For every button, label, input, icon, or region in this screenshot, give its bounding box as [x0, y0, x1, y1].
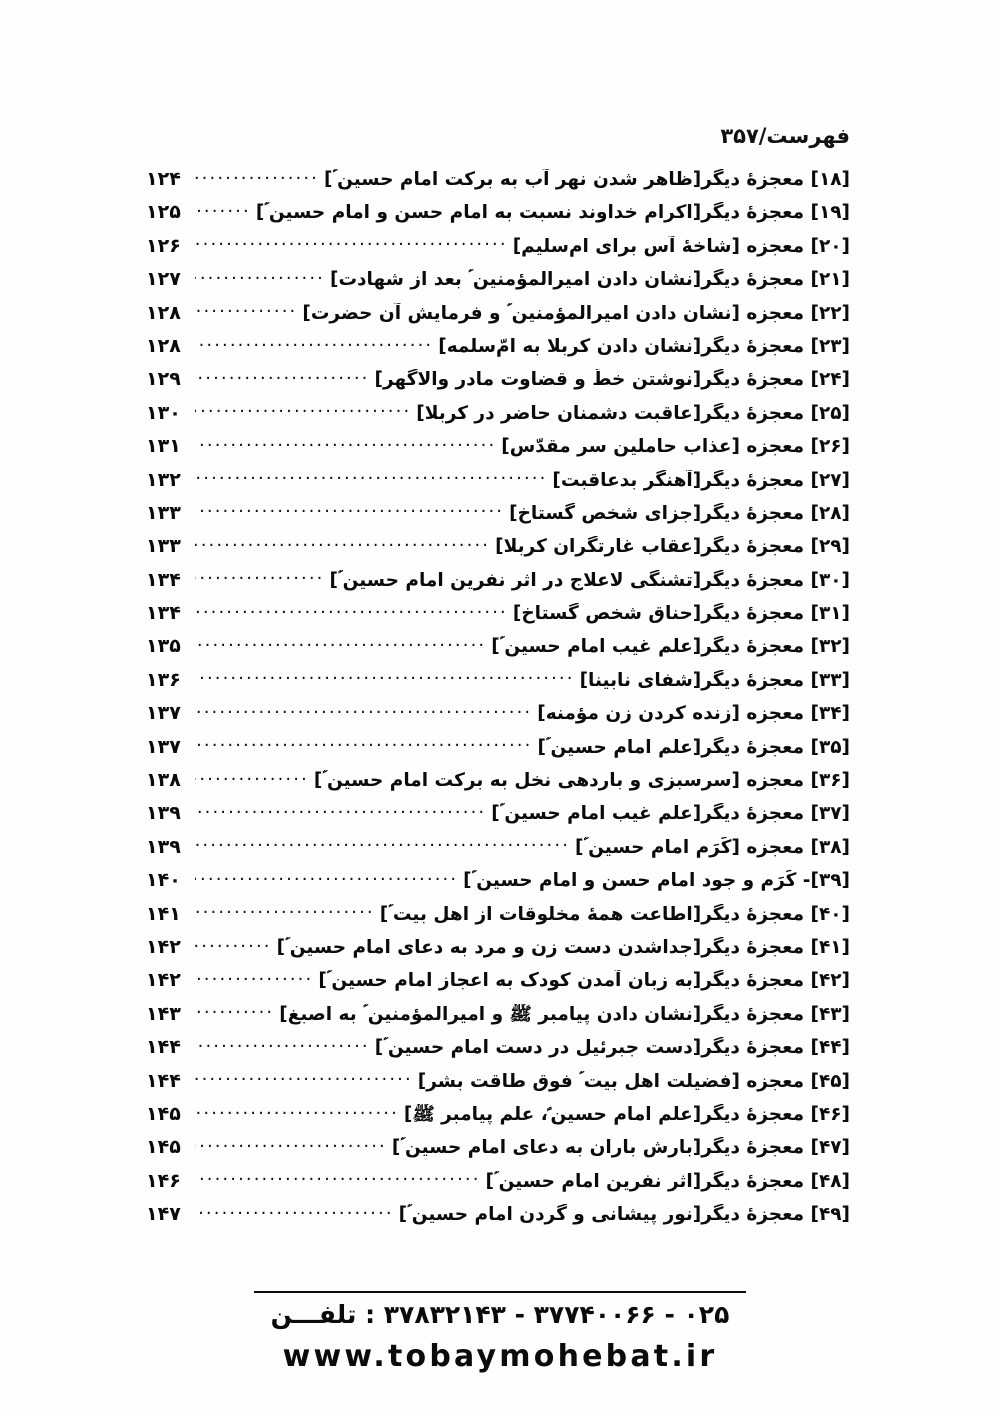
- toc-entry[interactable]: [146, 702, 850, 735]
- toc-dot-leader: [195, 436, 496, 452]
- toc-entry-page-number: ۱۲۴: [146, 168, 181, 190]
- toc-entry-title: [۳۷] معجزۀ دیگر[علم غیب امام حسین ؑ]: [491, 803, 850, 825]
- toc-entry[interactable]: [146, 602, 850, 635]
- toc-entry[interactable]: [146, 569, 850, 602]
- toc-entry-page-number: ۱۳۴: [146, 568, 181, 591]
- toc-entry-page-number: ۱۳۹: [146, 802, 181, 825]
- toc-dot-leader: [195, 937, 272, 953]
- toc-entry[interactable]: [146, 469, 850, 502]
- toc-dot-leader: [195, 636, 486, 652]
- toc-entry-title: [۴۴] معجزۀ دیگر[دست جبرئیل در دست امام حسین ؑ]: [374, 1037, 850, 1059]
- toc-entry-page-number: ۱۳۵: [146, 635, 181, 658]
- toc-entry-title: [۲۵] معجزۀ دیگر[عاقبت دشمنان حاضر در کربلا]: [416, 402, 850, 424]
- table-of-contents: [146, 168, 850, 1237]
- toc-entry-page-number: ۱۲۸: [146, 334, 181, 357]
- toc-entry[interactable]: [146, 502, 850, 535]
- toc-entry-title: [۳۰] معجزۀ دیگر[تشنگی لاعلاج در اثر نفرین امام حسین ؑ]: [329, 569, 850, 591]
- toc-entry-page-number: ۱۴۵: [146, 1102, 181, 1125]
- toc-entry-page-number: ۱۳۷: [146, 735, 181, 758]
- toc-entry[interactable]: [146, 669, 850, 702]
- toc-dot-leader: [195, 1137, 387, 1153]
- toc-entry[interactable]: [146, 802, 850, 835]
- toc-entry[interactable]: [146, 1170, 850, 1203]
- toc-dot-leader: [195, 202, 251, 218]
- toc-entry-title: [۲۲] معجزه [نشان دادن امیرالمؤمنین ؑ و فرمایش آن حضرت]: [302, 302, 850, 324]
- running-header: [150, 124, 850, 148]
- toc-entry[interactable]: [146, 402, 850, 435]
- toc-entry-page-number: ۱۴۲: [146, 935, 181, 958]
- toc-entry-title: [۱۹] معجزۀ دیگر[اکرام خداوند نسبت به امام حسن و امام حسین ؑ]: [255, 202, 850, 224]
- toc-entry-title: [۳۶] معجزه [سرسبزی و باردهی نخل به برکت امام حسین ؑ]: [313, 770, 850, 792]
- toc-entry-page-number: ۱۳۸: [146, 769, 181, 792]
- toc-entry-page-number: ۱۳۴: [146, 602, 181, 625]
- toc-entry-page-number: ۱۴۲: [146, 969, 181, 992]
- toc-entry-page-number: ۱۳۱: [146, 435, 181, 458]
- toc-dot-leader: [195, 670, 575, 686]
- toc-entry-title: [۳۹]- کَرَم و جود امام حسن و امام حسین ؑ]: [463, 870, 850, 892]
- toc-entry[interactable]: [146, 769, 850, 802]
- toc-dot-leader: [195, 870, 458, 886]
- toc-entry-title: [۳۲] معجزۀ دیگر[علم غیب امام حسین ؑ]: [491, 636, 850, 658]
- toc-entry-title: [۴۸] معجزۀ دیگر[اثر نفرین امام حسین ؑ]: [485, 1170, 850, 1192]
- toc-dot-leader: [195, 570, 325, 586]
- toc-entry-title: [۱۸] معجزۀ دیگر[ظاهر شدن نهر آب به برکت امام حسین ؑ]: [324, 169, 850, 190]
- toc-entry-page-number: ۱۳۳: [146, 501, 181, 524]
- toc-entry[interactable]: [146, 635, 850, 668]
- footer-website: www.tobaymohebat.ir: [282, 1339, 718, 1374]
- toc-entry[interactable]: [146, 836, 850, 869]
- toc-entry-page-number: ۱۴۰: [146, 869, 181, 892]
- toc-entry[interactable]: [146, 969, 850, 1002]
- toc-entry-title: [۳۴] معجزه [زنده کردن زن مؤمنه]: [537, 703, 850, 725]
- toc-entry-title: [۴۵] معجزه [فضیلت اهل بیت ؑ فوق طاقت بشر]: [417, 1070, 850, 1092]
- toc-entry-page-number: ۱۳۹: [146, 835, 181, 858]
- toc-dot-leader: [195, 1104, 399, 1120]
- toc-dot-leader: [195, 1004, 274, 1020]
- toc-dot-leader: [195, 303, 297, 319]
- toc-entry-title: [۳۵] معجزۀ دیگر[علم امام حسین ؑ]: [537, 736, 850, 758]
- toc-dot-leader: [195, 737, 532, 753]
- toc-dot-leader: [195, 503, 504, 519]
- toc-entry-title: [۴۷] معجزۀ دیگر[بارش باران به دعای امام حسین ؑ]: [391, 1137, 850, 1159]
- toc-entry-title: [۲۱] معجزۀ دیگر[نشان دادن امیرالمؤمنین ؑ بعد از شهادت]: [330, 269, 850, 291]
- toc-dot-leader: [195, 904, 375, 920]
- toc-entry-title: [۲۳] معجزۀ دیگر[نشان دادن کربلا به امّ‌سلمه]: [438, 335, 850, 357]
- toc-entry-page-number: ۱۴۱: [146, 902, 181, 925]
- toc-entry[interactable]: [146, 235, 850, 268]
- toc-entry-title: [۳۸] معجزه [کَرَم امام حسین ؑ]: [575, 836, 850, 858]
- toc-dot-leader: [195, 169, 319, 185]
- toc-entry-page-number: ۱۲۹: [146, 368, 181, 391]
- toc-entry-page-number: ۱۳۰: [146, 401, 181, 424]
- footer-phone: ۰۲۵ - ۳۷۷۴۰۰۶۶ - ۳۷۸۳۲۱۴۳ : تلفـــن: [270, 1300, 730, 1329]
- toc-entry-page-number: ۱۴۵: [146, 1136, 181, 1159]
- toc-entry[interactable]: [146, 1103, 850, 1136]
- toc-dot-leader: [195, 837, 570, 853]
- toc-entry-title: [۴۰] معجزۀ دیگر[اطاعت همۀ مخلوقات از اهل بیت ؑ]: [379, 903, 850, 925]
- toc-entry-title: [۲۹] معجزۀ دیگر[عقاب غارتگران کربلا]: [495, 536, 850, 558]
- toc-entry-page-number: ۱۳۶: [146, 668, 181, 691]
- toc-entry-title: [۳۳] معجزۀ دیگر[شفای نابینا]: [579, 669, 850, 691]
- toc-entry-page-number: ۱۴۴: [146, 1036, 181, 1059]
- toc-dot-leader: [195, 403, 411, 419]
- toc-entry[interactable]: [146, 903, 850, 936]
- toc-entry-title: [۴۱] معجزۀ دیگر[جداشدن دست زن و مرد به دعای امام حسین ؑ]: [276, 936, 850, 958]
- toc-entry[interactable]: [146, 1036, 850, 1069]
- toc-entry[interactable]: [146, 368, 850, 401]
- toc-entry-page-number: ۱۴۳: [146, 1002, 181, 1025]
- toc-dot-leader: [195, 369, 370, 385]
- toc-entry-title: [۲۶] معجزه [عذاب حاملین سر مقدّس]: [501, 436, 850, 458]
- toc-dot-leader: [195, 770, 309, 786]
- toc-entry-title: [۴۹] معجزۀ دیگر[نور پیشانی و گردن امام حسین ؑ]: [398, 1204, 850, 1226]
- toc-entry[interactable]: [146, 1070, 850, 1103]
- page-folio: فهرست/۳۵۷: [720, 124, 850, 148]
- toc-entry-title: [۲۸] معجزۀ دیگر[جزای شخص گستاخ]: [509, 502, 850, 524]
- toc-entry-page-number: ۱۲۵: [146, 201, 181, 224]
- toc-entry[interactable]: [146, 168, 850, 201]
- toc-entry-title: [۴۳] معجزۀ دیگر[نشان دادن پیامبر ﷺ و امیرالمؤمنین ؑ به اصبغ]: [279, 1003, 850, 1025]
- toc-dot-leader: [195, 1171, 481, 1187]
- toc-dot-leader: [195, 336, 433, 352]
- toc-entry-title: [۳۱] معجزۀ دیگر[حناق شخص گستاخ]: [512, 603, 850, 625]
- toc-entry[interactable]: [146, 335, 850, 368]
- toc-dot-leader: [195, 703, 532, 719]
- toc-entry[interactable]: [146, 869, 850, 902]
- toc-entry-page-number: ۱۴۴: [146, 1069, 181, 1092]
- toc-entry[interactable]: [146, 736, 850, 769]
- toc-dot-leader: [195, 970, 313, 986]
- toc-entry[interactable]: [146, 936, 850, 969]
- toc-entry[interactable]: [146, 1003, 850, 1036]
- toc-entry-page-number: ۱۲۸: [146, 301, 181, 324]
- toc-entry-page-number: ۱۴۷: [146, 1203, 181, 1226]
- toc-dot-leader: [195, 269, 325, 285]
- toc-dot-leader: [195, 1071, 413, 1087]
- toc-dot-leader: [195, 1204, 394, 1220]
- toc-entry-page-number: ۱۳۳: [146, 535, 181, 558]
- toc-entry-page-number: ۱۴۶: [146, 1169, 181, 1192]
- toc-entry-page-number: ۱۳۲: [146, 468, 181, 491]
- toc-entry[interactable]: [146, 1203, 850, 1236]
- page-footer: [0, 1291, 1000, 1374]
- toc-dot-leader: [195, 236, 508, 252]
- toc-entry-page-number: ۱۲۶: [146, 234, 181, 257]
- toc-entry-title: [۲۴] معجزۀ دیگر[نوشتن خطّ و قضاوت مادر والاگهر]: [374, 369, 850, 391]
- toc-entry-title: [۴۶] معجزۀ دیگر[علم امام حسین ؑ، علم پیامبر ﷺ]: [403, 1103, 850, 1125]
- toc-entry[interactable]: [146, 435, 850, 468]
- toc-dot-leader: [195, 603, 508, 619]
- toc-dot-leader: [195, 470, 547, 486]
- toc-entry-page-number: ۱۳۷: [146, 702, 181, 725]
- toc-dot-leader: [195, 1037, 370, 1053]
- toc-entry[interactable]: [146, 268, 850, 301]
- toc-entry[interactable]: [146, 535, 850, 568]
- toc-entry[interactable]: [146, 201, 850, 234]
- toc-entry[interactable]: [146, 302, 850, 335]
- toc-entry-title: [۲۰] معجزه [شاخۀ آس برای ام‌سلیم]: [512, 235, 850, 257]
- toc-dot-leader: [195, 803, 486, 819]
- toc-entry-title: [۲۷] معجزۀ دیگر[آهنگر بدعاقبت]: [552, 469, 850, 491]
- toc-entry-page-number: ۱۲۷: [146, 268, 181, 291]
- toc-entry[interactable]: [146, 1136, 850, 1169]
- toc-entry-title: [۴۲] معجزۀ دیگر[به زبان آمدن کودک به اعجاز امام حسین ؑ]: [318, 970, 850, 992]
- toc-dot-leader: [195, 536, 490, 552]
- footer-divider: [254, 1291, 746, 1293]
